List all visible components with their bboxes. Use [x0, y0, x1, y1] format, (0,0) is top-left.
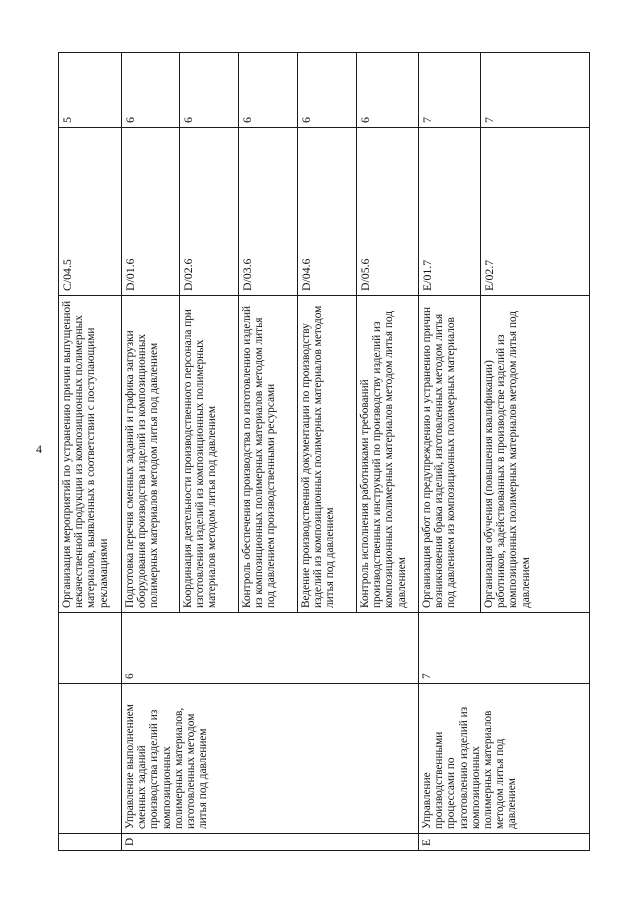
function-level-cell: 6 [180, 53, 239, 128]
function-code-cell: E/02.7 [481, 128, 590, 296]
function-level-cell: 6 [122, 53, 180, 128]
function-code-cell: D/05.6 [357, 128, 419, 296]
group-level-cell: 7 [419, 613, 590, 684]
group-letter-cell: D [122, 834, 419, 851]
function-level-cell: 6 [239, 53, 298, 128]
function-code-cell: D/03.6 [239, 128, 298, 296]
function-name-cell: Контроль исполнения работниками требований производственных инструкций по производству изделий из композиционных полимерных материалов методом литья под давлением [357, 296, 419, 613]
group-name-cell: Управление выполнением сменных заданий производства изделий из композиционных полимерных материалов, изготовленных методом литья под давлением [122, 684, 419, 834]
function-level-cell: 7 [419, 53, 481, 128]
group-name-cell: Управление производственными процессами по изготовлению изделий из композиционных полимерных материалов методом литья под давлением [419, 684, 590, 834]
function-code-cell: C/04.5 [59, 128, 122, 296]
function-name-cell: Организация обучения (повышения квалификации) работников, задействованных в производстве изделий из композиционных полимерных материалов методом литья под давлением [481, 296, 590, 613]
table-row [419, 53, 481, 851]
table-row [59, 53, 122, 851]
function-code-cell: E/01.7 [419, 128, 481, 296]
function-name-cell: Координация деятельности производственного персонала при изготовлении изделий из композиционных полимерных материалов методом литья под давлением [180, 296, 239, 613]
group-letter-cell: E [419, 834, 590, 851]
function-level-cell: 7 [481, 53, 590, 128]
table-row [122, 53, 180, 851]
empty-cell [59, 684, 122, 834]
function-level-cell: 5 [59, 53, 122, 128]
function-name-cell: Контроль обеспечения производства по изготовлению изделий из композиционных полимерных материалов методом литья под давлением производственными ресурсами [239, 296, 298, 613]
rotated-table-wrapper [58, 53, 590, 851]
function-name-cell: Подготовка перечня сменных заданий и графика загрузки оборудования производства изделий из композиционных полимерных материалов методом литья под давлением [122, 296, 180, 613]
function-level-cell: 6 [298, 53, 357, 128]
function-name-cell: Ведение производственной документации по производству изделий из композиционных полимерных материалов методом литья под давлением [298, 296, 357, 613]
function-level-cell: 6 [357, 53, 419, 128]
empty-cell [59, 834, 122, 851]
page-number: 4 [36, 442, 42, 456]
function-code-cell: D/01.6 [122, 128, 180, 296]
functions-table [58, 52, 590, 851]
function-code-cell: D/04.6 [298, 128, 357, 296]
group-level-cell: 6 [122, 613, 419, 684]
function-name-cell: Организация мероприятий по устранению причин выпущенной некачественной продукции из композиционных полимерных материалов, выявленных в соответствии с поступающими рекламациями [59, 296, 122, 613]
empty-cell [59, 613, 122, 684]
function-name-cell: Организация работ по предупреждению и устранению причин возникновения брака изделий, изготовленных методом литья под давлением из композиционных полимерных материалов [419, 296, 481, 613]
function-code-cell: D/02.6 [180, 128, 239, 296]
